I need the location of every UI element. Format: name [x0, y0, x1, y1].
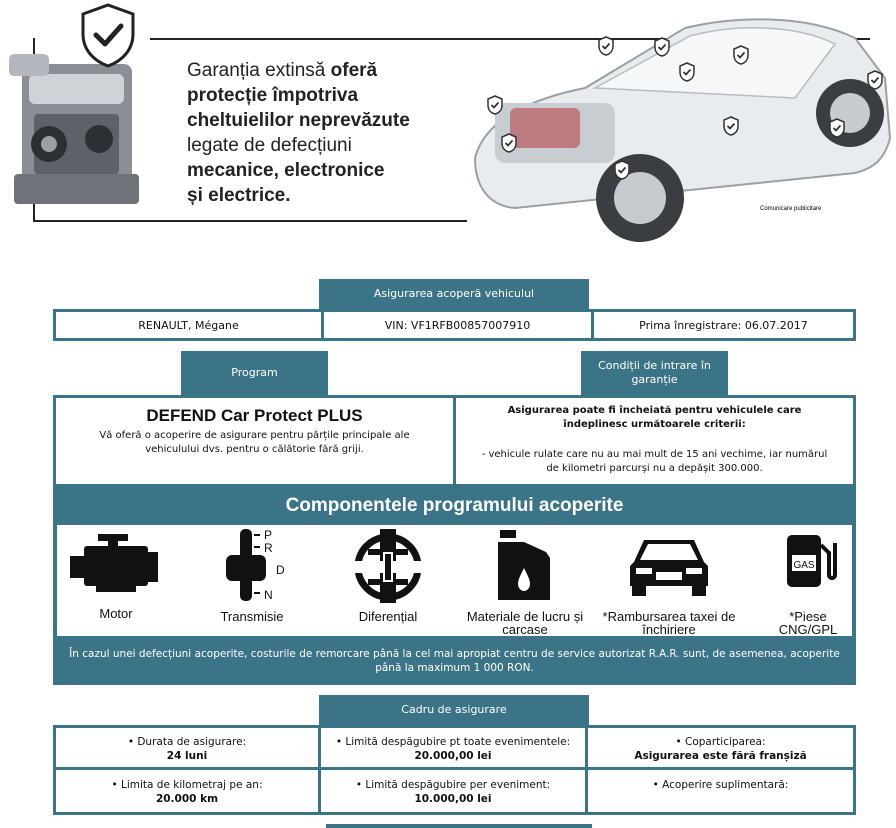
- next-section-tab: [326, 824, 592, 828]
- small-shield-icon: [828, 118, 846, 138]
- coverage-limit-all: • Limită despăgubire pt toate evenimentele: 20.000,00 lei: [321, 728, 588, 770]
- component-label-diferential: Diferențial: [358, 609, 418, 624]
- small-shield-icon: [678, 62, 696, 82]
- small-shield-icon: [500, 133, 518, 153]
- small-shield-icon: [722, 116, 740, 136]
- conditions-intro: Asigurarea poate fi încheiată pentru vehiculele care îndeplinesc următoarele criterii:: [507, 405, 802, 430]
- gear-letter-n: N: [264, 588, 273, 602]
- vehicle-registration: Prima înregistrare: 06.07.2017: [594, 312, 853, 338]
- small-shield-icon: [732, 45, 750, 65]
- vehicle-vin: VIN: VF1RFB00857007910: [324, 312, 594, 338]
- coverage-table: [53, 725, 856, 815]
- program-description: Vă oferă o acoperire de asigurare pentru părțile principale ale vehiculului dvs. pentru o călătorie fără griji.: [99, 430, 410, 455]
- program-header: Program: [181, 351, 328, 395]
- gas-pump-icon: [783, 531, 841, 591]
- rental-car-icon: [628, 534, 710, 598]
- component-label-motor: Motor: [99, 606, 133, 621]
- coverage-copay: • Coparticiparea: Asigurarea este fără franșiză: [588, 728, 853, 770]
- vehicle-row: [53, 309, 856, 341]
- gear-letter-d: D: [276, 563, 285, 577]
- gear-letter-r: R: [264, 541, 273, 555]
- component-label-materiale: Materiale de lucru și carcase: [466, 609, 584, 637]
- coverage-km: • Limita de kilometraj pe an: 20.000 km: [56, 770, 321, 812]
- coverage-duration: • Durata de asigurare: 24 luni: [56, 728, 321, 770]
- small-shield-icon: [597, 36, 615, 56]
- banner-headline: Garanția extinsă oferă protecție împotriva cheltuielilor neprevăzute legate de defecțiuni mecanice, electronice și electrice.: [187, 60, 410, 206]
- small-shield-icon: [653, 37, 671, 57]
- engine-icon: [68, 532, 160, 594]
- small-shield-icon: [866, 70, 884, 90]
- gearbox-icon: [222, 527, 292, 605]
- gear-letter-p: P: [264, 528, 273, 542]
- vehicle-model: RENAULT, Mégane: [56, 312, 324, 338]
- program-conditions-box: [53, 395, 856, 487]
- component-label-gpl: *Piese CNG/GPL: [778, 609, 838, 637]
- shield-check-icon: [78, 2, 138, 68]
- coverage-limit-event: • Limită despăgubire per eveniment: 10.000,00 lei: [321, 770, 588, 812]
- coverage-header: Cadru de asigurare: [319, 695, 589, 725]
- oil-can-icon: [494, 528, 554, 602]
- towing-note: În cazul unei defecțiuni acoperite, costurile de remorcare până la cel mai apropiat centru de service autorizat R.A.R. sunt, de asemenea, acoperite până la maximum 1 000 RON.: [69, 648, 840, 674]
- conditions-header: Condiții de intrare în garanție: [581, 351, 728, 395]
- components-title: Componentele programului acoperite: [285, 495, 624, 516]
- vehicle-header: Asigurarea acoperă vehiculul: [319, 279, 589, 309]
- conditions-criteria: - vehicule rulate care nu au mai mult de 15 ani vechime, iar numărul de kilometri parcurși nu a depășit 300.000.: [481, 449, 828, 474]
- differential-icon: [350, 527, 426, 605]
- gas-label: GAS: [793, 560, 815, 571]
- ad-note: Comunicare publicitare: [760, 206, 822, 212]
- small-shield-icon: [486, 95, 504, 115]
- conditions-cell: [456, 398, 853, 484]
- component-label-transmisie: Transmisie: [220, 609, 284, 624]
- program-name: DEFEND Car Protect PLUS: [146, 406, 363, 425]
- component-label-rambursarea: *Rambursarea taxei de închiriere: [602, 609, 736, 637]
- program-cell: [56, 398, 456, 484]
- small-shield-icon: [613, 160, 631, 180]
- coverage-extra: • Acoperire suplimentară:: [652, 779, 789, 791]
